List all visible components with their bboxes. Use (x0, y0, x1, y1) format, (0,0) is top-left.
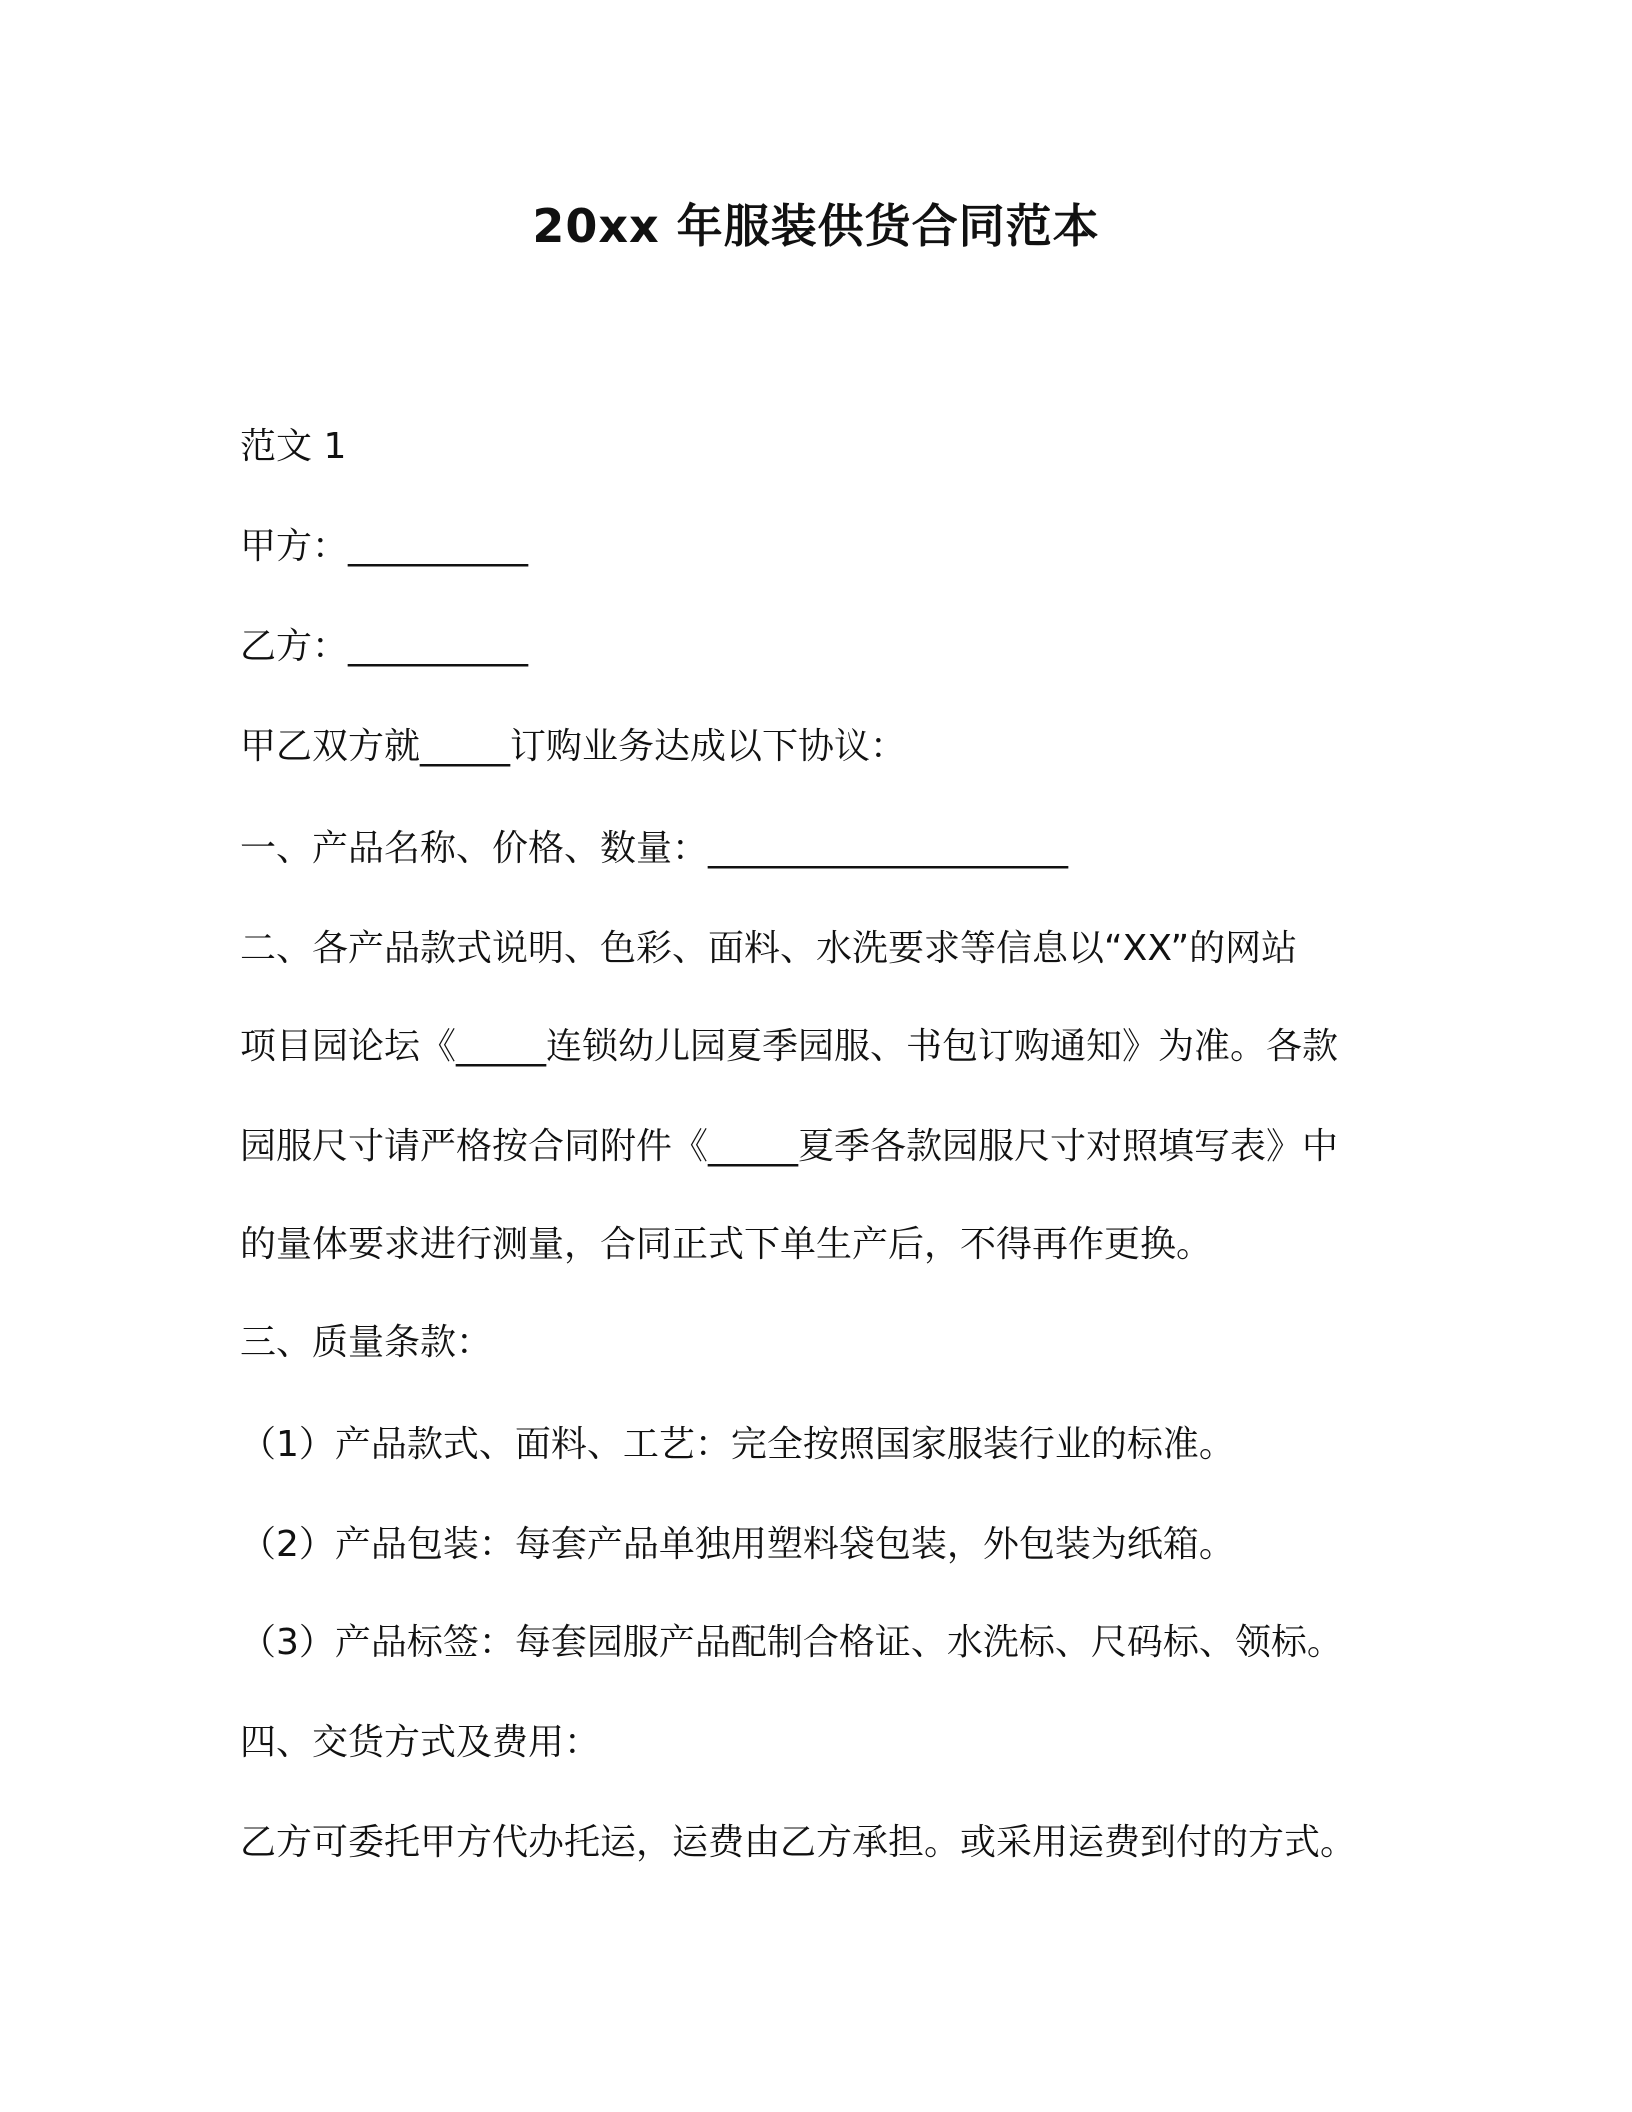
document-title: 20xx 年服装供货合同范本 (532, 199, 1100, 253)
section-2-line-1: 二、各产品款式说明、色彩、面料、水洗要求等信息以“XX”的网站 (240, 928, 1298, 969)
delivery-terms: 乙方可委托甲方代办托运，运费由乙方承担。或采用运费到付的方式。 (240, 1822, 1357, 1863)
quality-item-1: （1）产品款式、面料、工艺：完全按照国家服装行业的标准。 (240, 1424, 1235, 1465)
quality-item-2: （2）产品包装：每套产品单独用塑料袋包装，外包装为纸箱。 (240, 1524, 1235, 1565)
section-2-line-3: 园服尺寸请严格按合同附件《_____夏季各款园服尺寸对照填写表》中 (240, 1126, 1339, 1167)
section-1-products: 一、产品名称、价格、数量：____________________ (240, 828, 1069, 869)
quality-item-3: （3）产品标签：每套园服产品配制合格证、水洗标、尺码标、领标。 (240, 1622, 1343, 1663)
sample-label: 范文 1 (240, 426, 347, 467)
section-3-heading: 三、质量条款： (240, 1322, 493, 1363)
section-2-line-4: 的量体要求进行测量，合同正式下单生产后，不得再作更换。 (240, 1224, 1213, 1265)
section-2-line-2: 项目园论坛《_____连锁幼儿园夏季园服、书包订购通知》为准。各款 (240, 1026, 1339, 1067)
section-4-heading: 四、交货方式及费用： (240, 1722, 601, 1763)
party-a-line: 甲方：__________ (240, 526, 529, 567)
party-b-line: 乙方：__________ (240, 626, 529, 667)
agreement-intro: 甲乙双方就_____订购业务达成以下协议： (240, 726, 907, 767)
